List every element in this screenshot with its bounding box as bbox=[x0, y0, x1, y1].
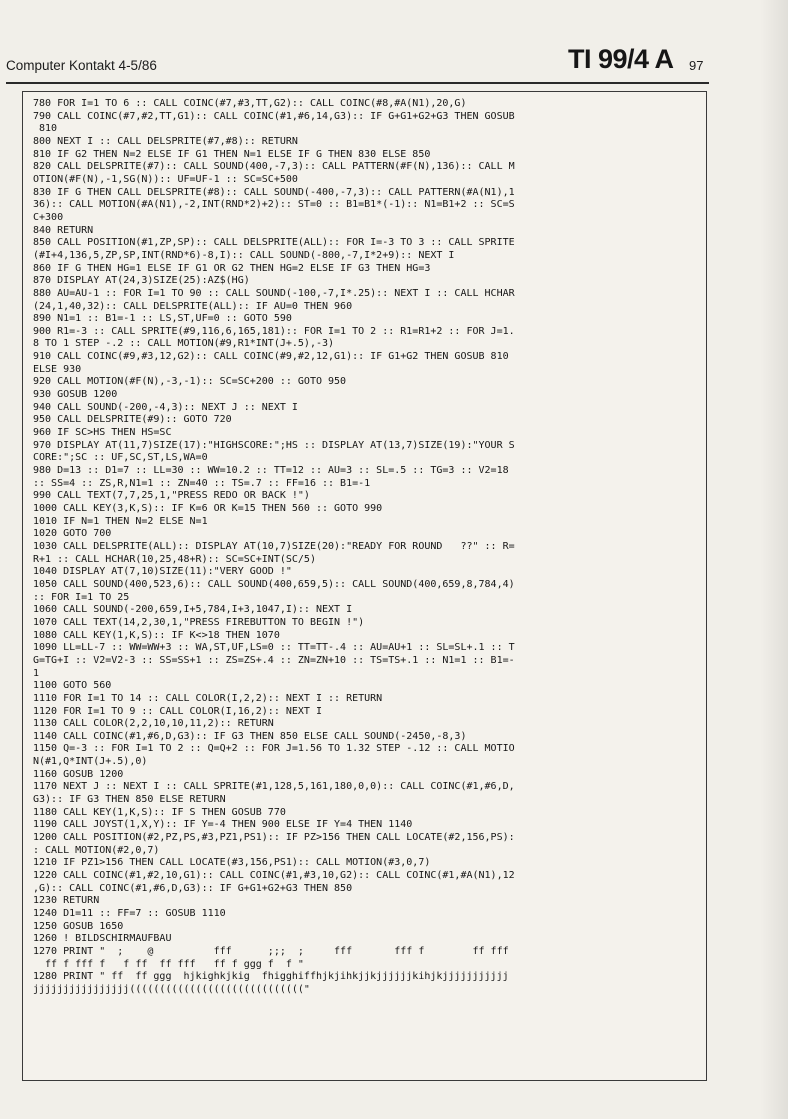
code-line: 810 bbox=[33, 123, 58, 135]
code-line: (#I+4,136,5,ZP,SP,INT(RND*6)-8,I):: CALL SOUND(-800,-7,I*2+9):: NEXT I bbox=[33, 249, 455, 261]
code-line: 1190 CALL JOYST(1,X,Y):: IF Y=-4 THEN 900 ELSE IF Y=4 THEN 1140 bbox=[33, 819, 413, 831]
code-line: 850 CALL POSITION(#1,ZP,SP):: CALL DELSPRITE(ALL):: FOR I=-3 TO 3 :: CALL SPRITE bbox=[33, 237, 515, 249]
code-line: 1090 LL=LL-7 :: WW=WW+3 :: WA,ST,UF,LS=0 :: TT=TT-.4 :: AU=AU+1 :: SL=SL+.1 :: T bbox=[33, 642, 515, 654]
code-line: C+300 bbox=[33, 211, 64, 223]
code-line: 790 CALL COINC(#7,#2,TT,G1):: CALL COINC(#1,#6,14,G3):: IF G+G1+G2+G3 THEN GOSUB bbox=[33, 110, 515, 122]
code-line: 1040 DISPLAY AT(7,10)SIZE(11):"VERY GOOD !" bbox=[33, 566, 292, 578]
code-line: 920 CALL MOTION(#F(N),-3,-1):: SC=SC+200 :: GOTO 950 bbox=[33, 376, 347, 388]
code-line: 1050 CALL SOUND(400,523,6):: CALL SOUND(400,659,5):: CALL SOUND(400,659,8,784,4) bbox=[33, 578, 515, 590]
code-line: 830 IF G THEN CALL DELSPRITE(#8):: CALL SOUND(-400,-7,3):: CALL PATTERN(#A(N1),1 bbox=[33, 186, 515, 198]
code-line: 1170 NEXT J :: NEXT I :: CALL SPRITE(#1,128,5,161,180,0,0):: CALL COINC(#1,#6,D, bbox=[33, 781, 515, 793]
magazine-title: Computer Kontakt 4-5/86 bbox=[6, 58, 157, 73]
code-line: 910 CALL COINC(#9,#3,12,G2):: CALL COINC(#9,#2,12,G1):: IF G1+G2 THEN GOSUB 810 bbox=[33, 351, 509, 363]
code-line: 1080 CALL KEY(1,K,S):: IF K<>18 THEN 1070 bbox=[33, 629, 280, 641]
code-line: 1240 D1=11 :: FF=7 :: GOSUB 1110 bbox=[33, 908, 226, 919]
code-line: 1020 GOTO 700 bbox=[33, 528, 112, 540]
code-line: 1120 FOR I=1 TO 9 :: CALL COLOR(I,16,2):: NEXT I bbox=[33, 705, 322, 717]
code-line: 1230 RETURN bbox=[33, 895, 100, 907]
code-line: 780 FOR I=1 TO 6 :: CALL COINC(#7,#3,TT,G2):: CALL COINC(#8,#A(N1),20,G) bbox=[33, 98, 467, 109]
code-line: 1150 Q=-3 :: FOR I=1 TO 2 :: Q=Q+2 :: FOR J=1.56 TO 1.32 STEP -.12 :: CALL MOTIO bbox=[33, 743, 515, 755]
code-line: ELSE 930 bbox=[33, 363, 82, 375]
page-fold-shadow bbox=[760, 0, 788, 1119]
code-line: :: FOR I=1 TO 25 bbox=[33, 591, 130, 603]
code-line: 950 CALL DELSPRITE(#9):: GOTO 720 bbox=[33, 414, 232, 426]
code-line: 36):: CALL MOTION(#A(N1),-2,INT(RND*2)+2):: ST=0 :: B1=B1*(-1):: N1=B1+2 :: SC=S bbox=[33, 199, 515, 211]
code-line: 1220 CALL COINC(#1,#2,10,G1):: CALL COINC(#1,#3,10,G2):: CALL COINC(#1,#A(N1),12 bbox=[33, 870, 515, 882]
code-line: 1180 CALL KEY(1,K,S):: IF S THEN GOSUB 770 bbox=[33, 806, 286, 818]
code-line: 820 CALL DELSPRITE(#7):: CALL SOUND(400,-7,3):: CALL PATTERN(#F(N),136):: CALL M bbox=[33, 161, 515, 173]
code-line: : CALL MOTION(#2,0,7) bbox=[33, 844, 160, 856]
code-line: 970 DISPLAY AT(11,7)SIZE(17):"HIGHSCORE:";HS :: DISPLAY AT(13,7)SIZE(19):"YOUR S bbox=[33, 439, 515, 451]
code-line: 1270 PRINT " ; @ fff ;;; ; fff fff f ff fff bbox=[33, 945, 509, 957]
code-line: 870 DISPLAY AT(24,3)SIZE(25):AZ$(HG) bbox=[33, 275, 250, 287]
code-line: 860 IF G THEN HG=1 ELSE IF G1 OR G2 THEN HG=2 ELSE IF G3 THEN HG=3 bbox=[33, 262, 431, 274]
code-line: 930 GOSUB 1200 bbox=[33, 389, 118, 401]
code-listing bbox=[33, 98, 701, 997]
code-line: 1210 IF PZ1>156 THEN CALL LOCATE(#3,156,PS1):: CALL MOTION(#3,0,7) bbox=[33, 857, 431, 869]
code-line: 1200 CALL POSITION(#2,PZ,PS,#3,PZ1,PS1):: IF PZ>156 THEN CALL LOCATE(#2,156,PS): bbox=[33, 832, 515, 844]
code-line: 1250 GOSUB 1650 bbox=[33, 920, 124, 932]
code-line: ff f fff f f ff ff fff ff f ggg f f " bbox=[33, 958, 304, 970]
code-line: 880 AU=AU-1 :: FOR I=1 TO 90 :: CALL SOUND(-100,-7,I*.25):: NEXT I :: CALL HCHAR bbox=[33, 287, 515, 299]
code-line: 940 CALL SOUND(-200,-4,3):: NEXT J :: NEXT I bbox=[33, 401, 298, 413]
code-line: :: SS=4 :: ZS,R,N1=1 :: ZN=40 :: TS=.7 :: FF=16 :: B1=-1 bbox=[33, 477, 371, 489]
code-line: ,G):: CALL COINC(#1,#6,D,G3):: IF G+G1+G2+G3 THEN 850 bbox=[33, 882, 353, 894]
code-line: 1030 CALL DELSPRITE(ALL):: DISPLAY AT(10,7)SIZE(20):"READY FOR ROUND ??" :: R= bbox=[33, 540, 515, 552]
code-line: 1100 GOTO 560 bbox=[33, 680, 112, 692]
code-line: (24,1,40,32):: CALL DELSPRITE(ALL):: IF AU=0 THEN 960 bbox=[33, 300, 353, 312]
section-title: TI 99/4 A bbox=[568, 44, 674, 74]
code-line: 1 bbox=[33, 667, 40, 679]
page-header bbox=[0, 44, 788, 80]
code-line: 1160 GOSUB 1200 bbox=[33, 768, 124, 780]
code-line: G=TG+I :: V2=V2-3 :: SS=SS+1 :: ZS=ZS+.4 :: ZN=ZN+10 :: TS=TS+.1 :: N1=1 :: B1=- bbox=[33, 654, 515, 666]
code-line: 1140 CALL COINC(#1,#6,D,G3):: IF G3 THEN 850 ELSE CALL SOUND(-2450,-8,3) bbox=[33, 730, 467, 742]
code-listing-box bbox=[22, 91, 707, 1081]
code-line: 800 NEXT I :: CALL DELSPRITE(#7,#8):: RETURN bbox=[33, 135, 298, 147]
code-line: 810 IF G2 THEN N=2 ELSE IF G1 THEN N=1 ELSE IF G THEN 830 ELSE 850 bbox=[33, 148, 431, 160]
code-line: 960 IF SC>HS THEN HS=SC bbox=[33, 427, 172, 439]
code-line: R+1 :: CALL HCHAR(10,25,48+R):: SC=SC+INT(SC/5) bbox=[33, 553, 316, 565]
code-line: jjjjjjjjjjjjjjjj(((((((((((((((((((((((((((((" bbox=[33, 983, 310, 995]
code-line: N(#1,Q*INT(J+.5),0) bbox=[33, 756, 148, 768]
code-line: 1060 CALL SOUND(-200,659,I+5,784,I+3,1047,I):: NEXT I bbox=[33, 604, 353, 616]
header-rule bbox=[6, 82, 709, 84]
code-line: 980 D=13 :: D1=7 :: LL=30 :: WW=10.2 :: TT=12 :: AU=3 :: SL=.5 :: TG=3 :: V2=18 bbox=[33, 465, 509, 477]
code-line: 8 TO 1 STEP -.2 :: CALL MOTION(#9,R1*INT(J+.5),-3) bbox=[33, 338, 335, 350]
code-line: 1130 CALL COLOR(2,2,10,10,11,2):: RETURN bbox=[33, 718, 274, 730]
code-line: 1110 FOR I=1 TO 14 :: CALL COLOR(I,2,2):: NEXT I :: RETURN bbox=[33, 692, 383, 704]
code-line: 1010 IF N=1 THEN N=2 ELSE N=1 bbox=[33, 515, 208, 527]
code-line: 900 R1=-3 :: CALL SPRITE(#9,116,6,165,181):: FOR I=1 TO 2 :: R1=R1+2 :: FOR J=1. bbox=[33, 325, 515, 337]
code-line: 990 CALL TEXT(7,7,25,1,"PRESS REDO OR BACK !") bbox=[33, 490, 310, 502]
code-line: OTION(#F(N),-1,SG(N)):: UF=UF-1 :: SC=SC+500 bbox=[33, 173, 298, 185]
code-line: CORE:";SC :: UF,SC,ST,LS,WA=0 bbox=[33, 452, 208, 464]
code-line: G3):: IF G3 THEN 850 ELSE RETURN bbox=[33, 794, 226, 806]
code-line: 890 N1=1 :: B1=-1 :: LS,ST,UF=0 :: GOTO 590 bbox=[33, 313, 292, 325]
code-line: 1070 CALL TEXT(14,2,30,1,"PRESS FIREBUTTON TO BEGIN !") bbox=[33, 616, 365, 628]
page-number: 97 bbox=[689, 58, 704, 73]
code-line: 1260 ! BILDSCHIRMAUFBAU bbox=[33, 933, 172, 945]
code-line: 840 RETURN bbox=[33, 224, 94, 236]
code-line: 1280 PRINT " ff ff ggg hjkighkjkig fhigghiffhjkjihkjjkjjjjjjkihjkjjjjjjjjjjj bbox=[33, 971, 509, 983]
code-line: 1000 CALL KEY(3,K,S):: IF K=6 OR K=15 THEN 560 :: GOTO 990 bbox=[33, 503, 383, 514]
